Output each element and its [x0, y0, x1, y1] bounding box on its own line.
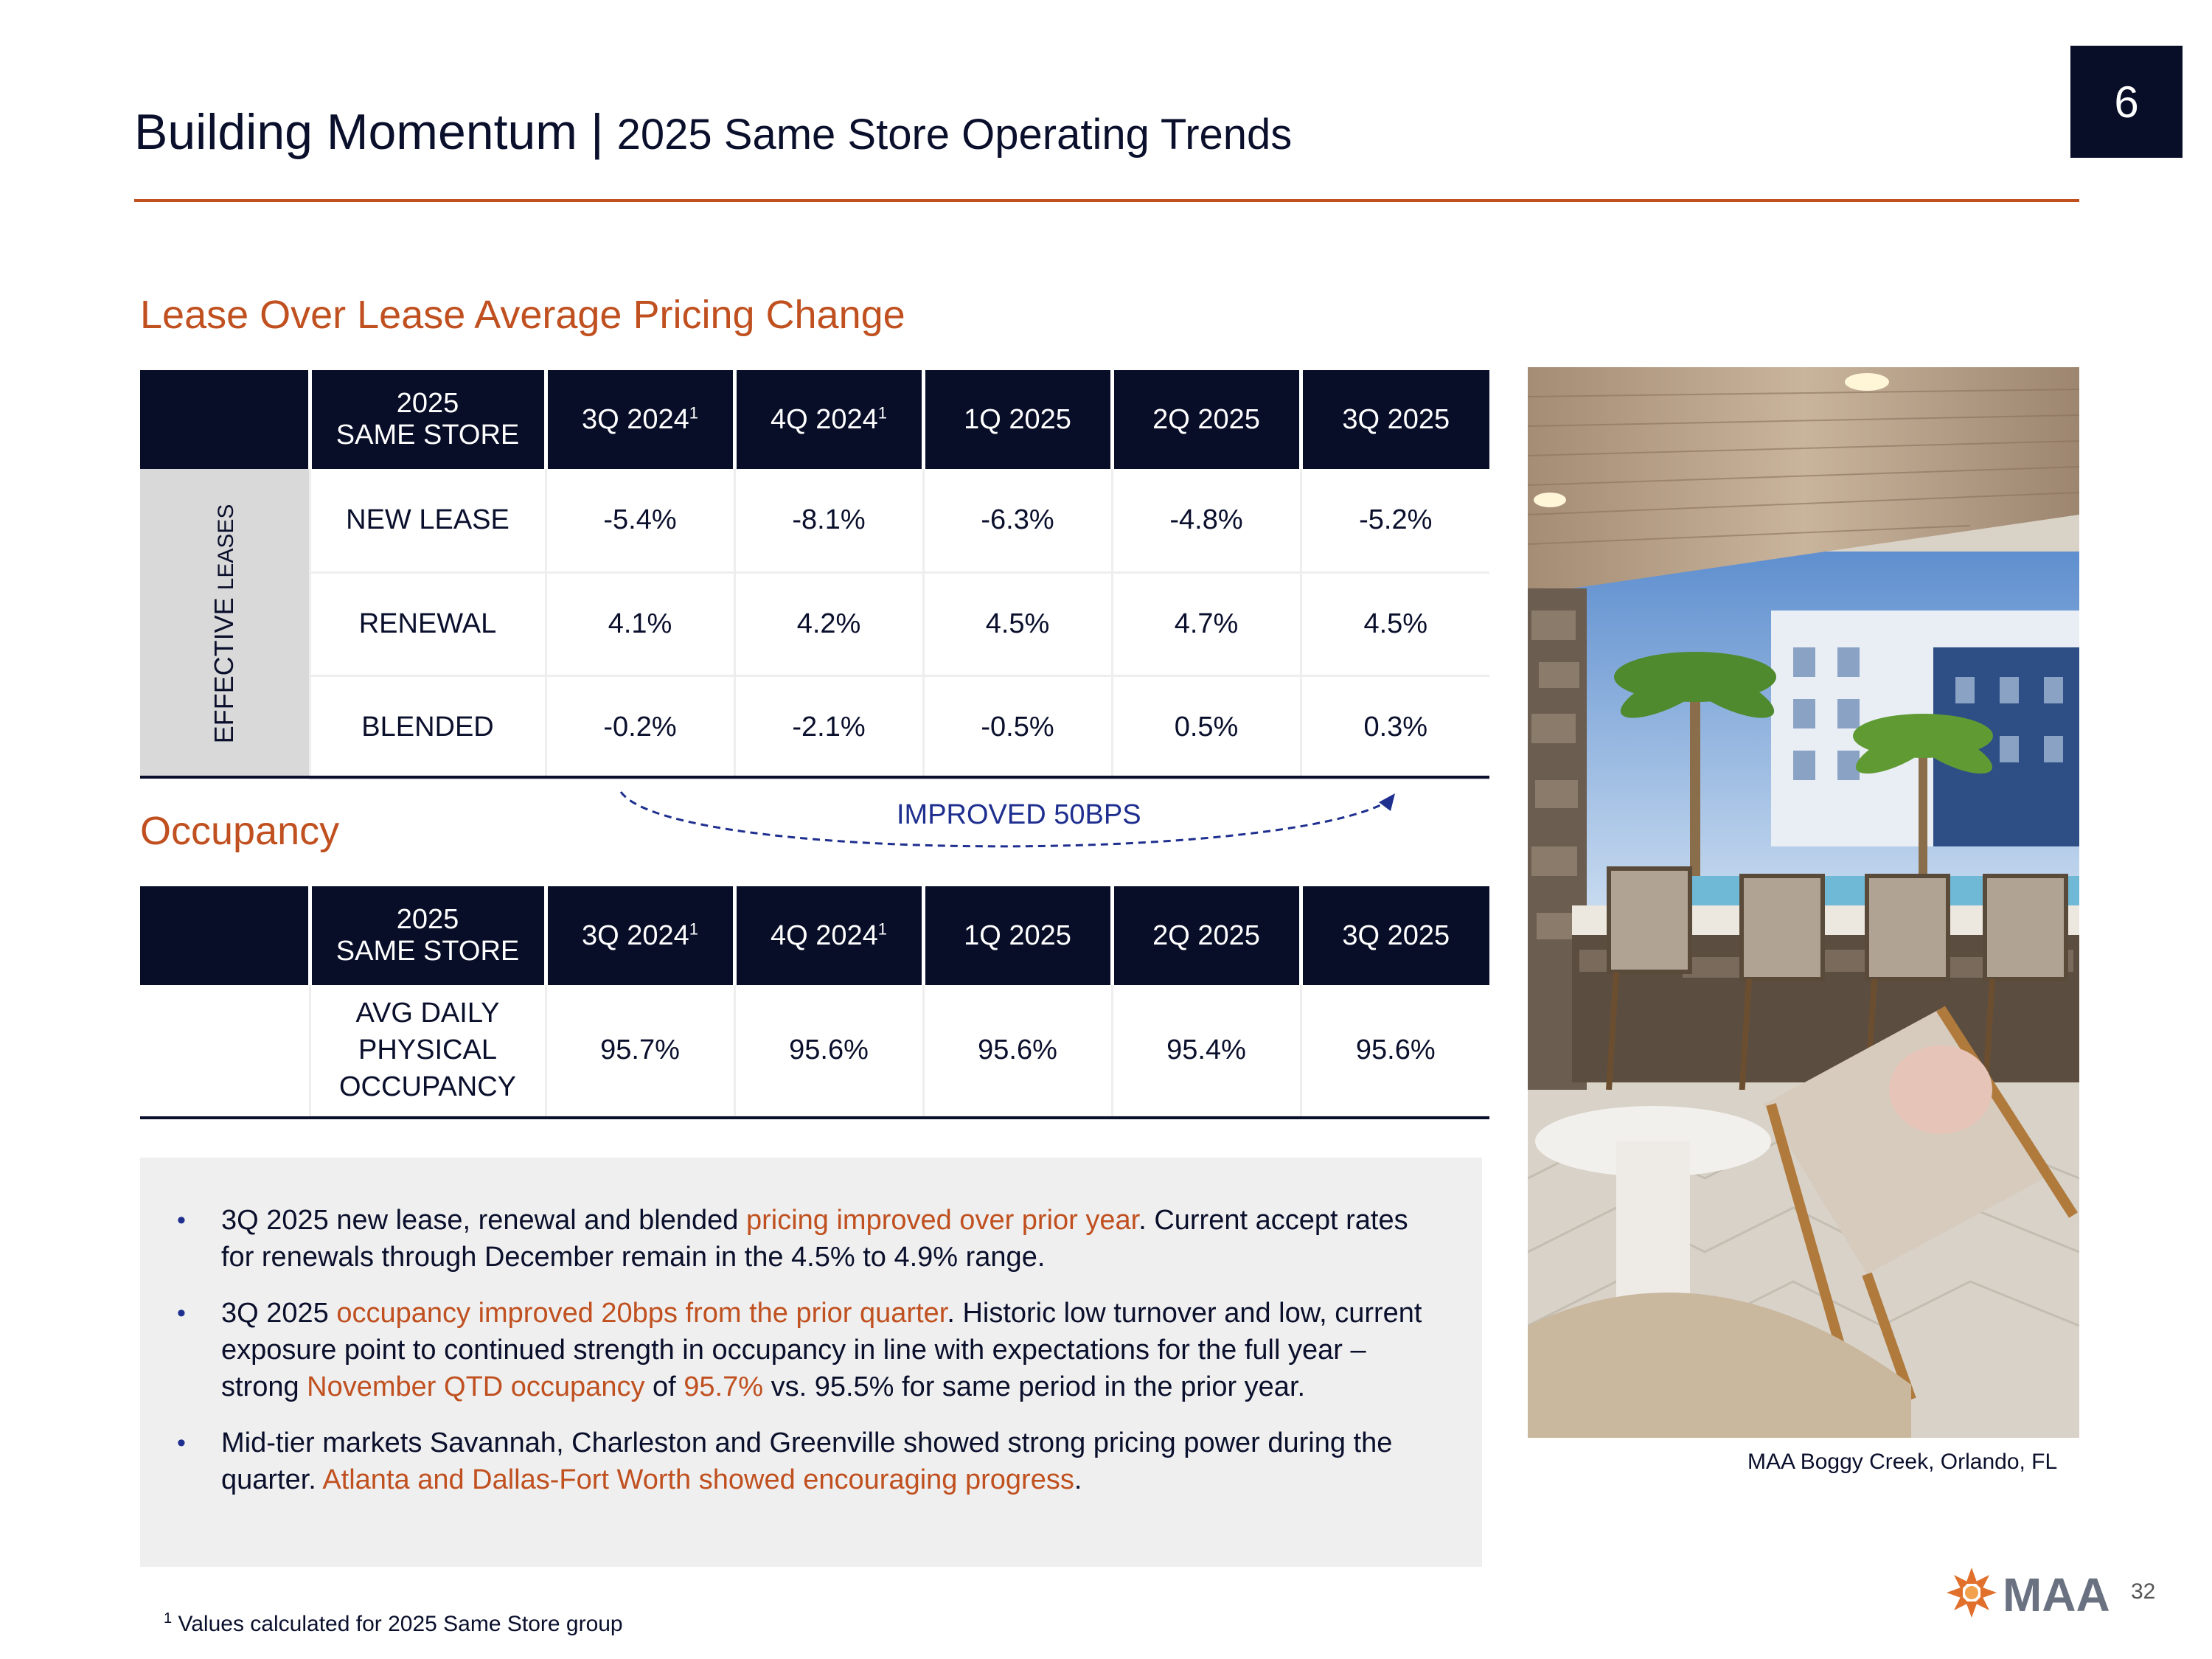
maa-logo [1944, 1563, 2110, 1622]
header-period: 3Q 2025 [1301, 370, 1489, 469]
lease-pricing-table [140, 370, 1489, 780]
table-cell: 4.2% [734, 572, 923, 675]
maa-logo-text: MAA [2003, 1568, 2110, 1621]
blank-cell [140, 985, 310, 1116]
header-same-store: 2025 SAME STORE [310, 886, 546, 985]
row-label: NEW LEASE [310, 469, 546, 572]
title-main: Building Momentum [134, 104, 577, 160]
table-cell: -4.8% [1112, 469, 1301, 572]
header-period: 1Q 2025 [923, 886, 1112, 985]
table-cell: -8.1% [734, 469, 923, 572]
table-cell: 4.5% [923, 572, 1112, 675]
list-item: • 3Q 2025 new lease, renewal and blended pricing improved over prior year. Current accept rates for renewals through December remain in the 4.5% to 4.9% range. [221, 1202, 1438, 1276]
occupancy-table [140, 886, 1489, 1118]
occupancy-table-bottom-rule [140, 1116, 1489, 1119]
table-row [140, 572, 1489, 675]
row-label: RENEWAL [310, 572, 546, 675]
header-period: 4Q 2024$^1$ [734, 370, 923, 469]
table-row [140, 469, 1489, 572]
commentary-list [221, 1202, 1438, 1517]
effective-leases-side-label: EFFECTIVE LEASES [140, 469, 310, 779]
table-cell: 95.6% [734, 985, 923, 1116]
property-photo [1528, 367, 2079, 1438]
header-period: 2Q 2025 [1112, 886, 1301, 985]
property-photo-illustration [1528, 367, 2079, 1438]
header-blank-cell [140, 886, 310, 985]
title-rule [134, 199, 2079, 202]
page-title [134, 103, 1292, 161]
improved-callout: IMPROVED 50BPS [897, 799, 1141, 830]
occupancy-section-heading: Occupancy [140, 809, 340, 853]
lease-section-heading: Lease Over Lease Average Pricing Change [140, 293, 905, 337]
table-cell: 4.7% [1112, 572, 1301, 675]
header-same-store: 2025 SAME STORE [310, 370, 546, 469]
title-subtitle: 2025 Same Store Operating Trends [616, 111, 1293, 159]
header-period: 3Q 2024$^1$ [546, 886, 734, 985]
lease-table-bottom-rule [140, 776, 1489, 779]
photo-caption: MAA Boggy Creek, Orlando, FL [1747, 1450, 2058, 1474]
table-row [140, 985, 1489, 1116]
table-cell: 4.5% [1301, 572, 1489, 675]
table-cell: -5.2% [1301, 469, 1489, 572]
slide-number: 32 [2131, 1579, 2156, 1604]
table-cell: 0.5% [1112, 675, 1301, 779]
row-label: BLENDED [310, 675, 546, 779]
header-period: 3Q 2025 [1301, 886, 1489, 985]
table-cell: 95.7% [546, 985, 734, 1116]
table-row [140, 675, 1489, 779]
commentary-panel [140, 1158, 1482, 1567]
list-item: • 3Q 2025 occupancy improved 20bps from the prior quarter. Historic low turnover and low, current exposure point to continued strength in occupancy in line with expectations for the full year – strong November QTD occupancy of 95.7% vs. 95.5% for same period in the prior year. [221, 1295, 1438, 1405]
table-cell: 0.3% [1301, 675, 1489, 779]
header-period: 4Q 2024$^1$ [734, 886, 923, 985]
footnote: $^1$ Values calculated for 2025 Same Store group [164, 1610, 623, 1636]
table-cell: 95.6% [1301, 985, 1489, 1116]
title-separator: | [590, 104, 604, 160]
table-cell: 95.6% [923, 985, 1112, 1116]
list-item: • Mid-tier markets Savannah, Charleston and Greenville showed strong pricing power during the quarter. Atlanta and Dallas-Fort Worth showed encouraging progress. [221, 1425, 1438, 1498]
header-period: 2Q 2025 [1112, 370, 1301, 469]
page-number-badge: 6 [2070, 46, 2183, 158]
header-blank-cell [140, 370, 310, 469]
header-period: 3Q 2024$^1$ [546, 370, 734, 469]
table-cell: 95.4% [1112, 985, 1301, 1116]
table-cell: -5.4% [546, 469, 734, 572]
table-cell: -0.2% [546, 675, 734, 779]
table-cell: -6.3% [923, 469, 1112, 572]
table-cell: 4.1% [546, 572, 734, 675]
table-cell: -2.1% [734, 675, 923, 779]
row-label: AVG DAILY PHYSICAL OCCUPANCY [310, 985, 546, 1116]
table-cell: -0.5% [923, 675, 1112, 779]
header-period: 1Q 2025 [923, 370, 1112, 469]
